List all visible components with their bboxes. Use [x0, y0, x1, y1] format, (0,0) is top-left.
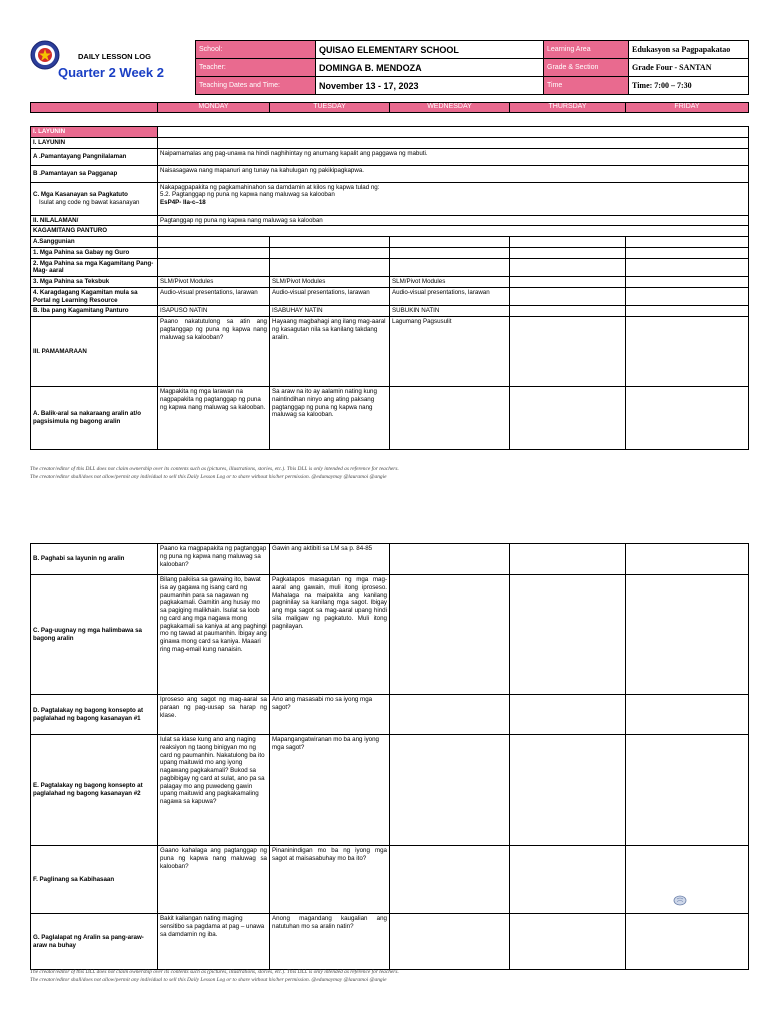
- layunin-blank: [158, 137, 749, 148]
- cell-blank: [626, 317, 749, 387]
- cell-blank: [510, 914, 626, 970]
- grade-value: Grade Four - SANTAN: [629, 59, 749, 77]
- teksbuk-label: 3. Mga Pahina sa Teksbuk: [31, 277, 158, 288]
- cell-blank: [510, 237, 626, 248]
- lesson-table-page2: [30, 543, 749, 970]
- cell-blank: [510, 287, 626, 306]
- cell-blank: [626, 277, 749, 288]
- konsepto1-mon: Iproseso ang sagot ng mag-aaral sa paraan ng pag-uusap sa harap ng klase.: [158, 695, 270, 735]
- teacher-label: Teacher:: [196, 59, 316, 77]
- kasanayan-code: EsP4P- IIa-c–18: [160, 199, 206, 206]
- cell-blank: [510, 247, 626, 258]
- teksbuk-mon: SLM/Pivot Modules: [158, 277, 270, 288]
- cell-blank: [270, 237, 390, 248]
- cloud-icon: [673, 893, 687, 905]
- cell-blank: [510, 277, 626, 288]
- cell-blank: [510, 317, 626, 387]
- kabihasaan-mon: Gaano kahalaga ang pagtanggap ng puna ng kapwa nang maluwag sa kalooban?: [158, 846, 270, 914]
- iba-label: B. Iba pang Kagamitang Panturo: [31, 306, 158, 317]
- kabihasaan-tue: Pinaninindigan mo ba ng iyong mga sagot at maisasabuhay mo ba ito?: [270, 846, 390, 914]
- day-wednesday: WEDNESDAY: [390, 103, 510, 113]
- pag-uugnay-mon: Bilang paikiisa sa gawaing ito, bawat isa ay gagawa ng isang card ng paumanhin para sa nagawan ng pagkakamali. Gamitin ang husay mo sa pagiging malikhain. Isulat sa loob ng card ang mga nagawa mong pagkakamali sa kaniya at ang paghingi mo ng tawad at paumanhin. Ibigay ang ginawa mong card sa kaniya. Maaari ring mag-email kung nanaisin.: [158, 575, 270, 695]
- cell-blank: [626, 247, 749, 258]
- cell-blank: [626, 846, 749, 914]
- cell-blank: [158, 247, 270, 258]
- cell-blank: [626, 258, 749, 277]
- time-label: Time: [544, 77, 629, 95]
- cell-blank: [510, 544, 626, 575]
- disclaimer-line2: The creator/editor shall/does not allow/permit any individual to sell this Daily Lesson Log or to share without his/her permission. @edumaymay @lauramoi @angie: [30, 976, 387, 983]
- pamantayan-pagganap-label: B .Pamantayan sa Pagganap: [31, 165, 158, 182]
- kasanayan-line2: 5.2. Pagtanggap ng puna ng kapwa nang maluwag sa kalooban: [160, 191, 335, 199]
- cell-blank: [626, 544, 749, 575]
- learning-area-label: Learning Area: [544, 41, 629, 59]
- karagdagang-mon: Audio-visual presentations, larawan: [158, 287, 270, 306]
- lesson-table-page1: [30, 126, 749, 450]
- day-thursday: THURSDAY: [510, 103, 626, 113]
- pamantayan-pagganap-text: Naisasagawa nang mapanuri ang tunay na kahulugan ng pakikipagkapwa.: [158, 165, 749, 182]
- kagamitan-label: KAGAMITANG PANTURO: [31, 226, 158, 237]
- cell-blank: [158, 237, 270, 248]
- day-friday: FRIDAY: [626, 103, 749, 113]
- cell-blank: [626, 695, 749, 735]
- pag-uugnay-label: C. Pag-uugnay ng mga halimbawa sa bagong aralin: [31, 575, 158, 695]
- cell-blank: [626, 287, 749, 306]
- pamamaraan-mon: Paano nakatutulong sa atin ang pagtanggap ng puna ng kapwa nang maluwag sa kalooban?: [158, 317, 270, 387]
- balik-aral-label: A. Balik-aral sa nakaraang aralin at/o pagsisimula ng bagong aralin: [31, 387, 158, 450]
- pamamaraan-wed: Lagumang Pagsusulit: [390, 317, 510, 387]
- layunin-label: I. LAYUNIN: [31, 137, 158, 148]
- learning-area-value: Edukasyon sa Pagpapakatao: [629, 41, 749, 59]
- kasanayan-line1: Nakapagpapakita ng pagkamahinahon sa damdamin at kilos ng kapwa tulad ng:: [160, 183, 380, 191]
- cell-blank: [390, 387, 510, 450]
- paglalapat-tue: Anong magandang kaugalian ang natutuhan mo sa aralin natin?: [270, 914, 390, 970]
- info-table: [195, 40, 749, 95]
- school-value: QUISAO ELEMENTARY SCHOOL: [316, 41, 544, 59]
- cell-blank: [270, 258, 390, 277]
- cell-blank: [390, 695, 510, 735]
- karagdagang-wed: Audio-visual presentations, larawan: [390, 287, 510, 306]
- kagamitang-mag-aaral-label: 2. Mga Pahina sa mga Kagamitang Pang- Mag- aaral: [31, 258, 158, 277]
- disclaimer-line1: The creator/editor of this DLL does not claim ownership over its contents such as (pictures, illustrations, stories, etc.). This DLL is only intended as reference for teachers.: [30, 969, 399, 975]
- pamantayang-pangnilalaman-label: A .Pamantayang Pangnilalaman: [31, 148, 158, 165]
- kabihasaan-label: F. Paglinang sa Kabihasaan: [31, 846, 158, 914]
- balik-aral-tue: Sa araw na ito ay aalamin nating kung naintindihan ninyo ang ating paksang pagtanggap ng puna ng kapwa nang maluwag sa kalooban.: [270, 387, 390, 450]
- header: [30, 40, 748, 92]
- cell-blank: [510, 258, 626, 277]
- day-monday: MONDAY: [158, 103, 270, 113]
- cell-blank: [510, 846, 626, 914]
- konsepto2-tue: Mapangangatwiranan mo ba ang iyong mga sagot?: [270, 735, 390, 846]
- day-tuesday: TUESDAY: [270, 103, 390, 113]
- konsepto2-mon: Iulat sa klase kung ano ang naging reaksiyon ng taong binigyan mo ng card ng paumanhin. Nakatulong ba ito upang maituwid mo ang iyong nagawang pagkakamali? Bukod sa pagbibigay ng card at sulat, ano pa sa palagay mo ang puwedeng gawin upang maituwid ang pagkakamaling nagawa sa kapuwa?: [158, 735, 270, 846]
- kasanayan-label: C. Mga Kasanayan sa Pagkatuto: [33, 190, 128, 198]
- cell-blank: [626, 306, 749, 317]
- cell-blank: [158, 258, 270, 277]
- konsepto1-tue: Ano ang masasabi mo sa iyong mga sagot?: [270, 695, 390, 735]
- cell-blank: [626, 914, 749, 970]
- cell-blank: [390, 575, 510, 695]
- dates-label: Teaching Dates and Time:: [196, 77, 316, 95]
- cell-blank: [390, 247, 510, 258]
- cell-blank: [626, 237, 749, 248]
- cell-blank: [390, 846, 510, 914]
- sanggunian-label: A.Sanggunian: [31, 237, 158, 248]
- cell-blank: [510, 306, 626, 317]
- school-label: School:: [196, 41, 316, 59]
- cell-blank: [510, 575, 626, 695]
- pamantayang-pangnilalaman-text: Naipamamalas ang pag-unawa na hindi naghihintay ng anumang kapalit ang paggawa ng mabuti.: [158, 148, 749, 165]
- kasanayan-cell: [158, 182, 749, 215]
- cell-blank: [390, 258, 510, 277]
- iba-tue: ISABUHAY NATIN: [270, 306, 390, 317]
- konsepto2-label: E. Pagtalakay ng bagong konsepto at paglalahad ng bagong kasanayan #2: [31, 735, 158, 846]
- karagdagang-tue: Audio-visual presentations, larawan: [270, 287, 390, 306]
- cell-blank: [510, 695, 626, 735]
- cell-blank: [510, 387, 626, 450]
- pamamaraan-tue: Hayaang magbahagi ang ilang mag-aaral ng kasagutan nila sa kanilang takdang aralin.: [270, 317, 390, 387]
- nilalaman-text: Pagtanggap ng puna ng kapwa nang maluwag sa kalooban: [158, 215, 749, 226]
- kasanayan-sub: Isulat ang code ng bawat kasanayan: [39, 198, 140, 206]
- cell-blank: [626, 735, 749, 846]
- cell-blank: [510, 735, 626, 846]
- iba-mon: ISAPUSO NATIN: [158, 306, 270, 317]
- disclaimer-page2: [30, 969, 748, 984]
- cell-blank: [390, 237, 510, 248]
- paglalapat-label: G. Paglalapat ng Aralin sa pang-araw-araw na buhay: [31, 914, 158, 970]
- paghabi-label: B. Paghabi sa layunin ng aralin: [31, 544, 158, 575]
- cell-blank: [270, 247, 390, 258]
- dates-value: November 13 - 17, 2023: [316, 77, 544, 95]
- paghabi-tue: Gawin ang aktibiti sa LM sa p. 84-85: [270, 544, 390, 575]
- teksbuk-wed: SLM/Pivot Modules: [390, 277, 510, 288]
- gabay-label: 1. Mga Pahina sa Gabay ng Guro: [31, 247, 158, 258]
- pamamaraan-label: III. PAMAMARAAN: [31, 317, 158, 387]
- cell-blank: [626, 575, 749, 695]
- cell-blank: [390, 735, 510, 846]
- pag-uugnay-tue: Pagkatapos masagutan ng mga mag-aaral ang gawain, muli itong iproseso. Mahalaga na maipakita ang kanilang pagninilay sa kanilang mga sagot. Ibigay ang mga sagot sa mag-aaral upang hindi sila maligaw ng pagkatuto. Muli itong pagnilayan.: [270, 575, 390, 695]
- konsepto1-label: D. Pagtalakay ng bagong konsepto at paglalahad ng bagong kasanayan #1: [31, 695, 158, 735]
- paglalapat-mon: Bakit kailangan nating maging sensitibo sa pagdama at pag – unawa sa damdamin ng iba.: [158, 914, 270, 970]
- deped-seal-icon: [30, 40, 60, 70]
- nilalaman-label: II. NILALAMAN/: [31, 215, 158, 226]
- kasanayan-label-cell: [31, 182, 158, 215]
- balik-aral-mon: Magpakita ng mga larawan na nagpapakita ng pagtanggap ng puna ng kapwa nang maluwag sa kalooban.: [158, 387, 270, 450]
- time-value: Time: 7:00 – 7:30: [629, 77, 749, 95]
- teksbuk-tue: SLM/Pivot Modules: [270, 277, 390, 288]
- log-label: DAILY LESSON LOG: [78, 52, 151, 61]
- disclaimer-line1: The creator/editor of this DLL does not claim ownership over its contents such as (pictures, illustrations, stories, etc.). This DLL is only intended as reference for teachers.: [30, 466, 399, 472]
- disclaimer-line2: The creator/editor shall/does not allow/permit any individual to sell this Daily Lesson Log or to share without his/her permission. @edumaymay @lauramoi @angie: [30, 473, 387, 480]
- days-blank: [31, 103, 158, 113]
- layunin-bar-blank: [158, 127, 749, 138]
- layunin-bar: I. LAYUNIN: [31, 127, 158, 138]
- disclaimer-page1: [30, 466, 748, 481]
- paghabi-mon: Paano ka magpapakita ng pagtanggap ng puna ng kapwa nang maluwag sa kalooban?: [158, 544, 270, 575]
- kagamitan-blank: [158, 226, 749, 237]
- quarter-title: Quarter 2 Week 2: [58, 65, 164, 80]
- karagdagang-label: 4. Karagdagang Kagamitan mula sa Portal ng Learning Resource: [31, 287, 158, 306]
- cell-blank: [626, 387, 749, 450]
- grade-label: Grade & Section: [544, 59, 629, 77]
- iba-wed: SUBUKIN NATIN: [390, 306, 510, 317]
- cell-blank: [390, 914, 510, 970]
- cell-blank: [390, 544, 510, 575]
- teacher-value: DOMINGA B. MENDOZA: [316, 59, 544, 77]
- days-bar: [30, 102, 749, 113]
